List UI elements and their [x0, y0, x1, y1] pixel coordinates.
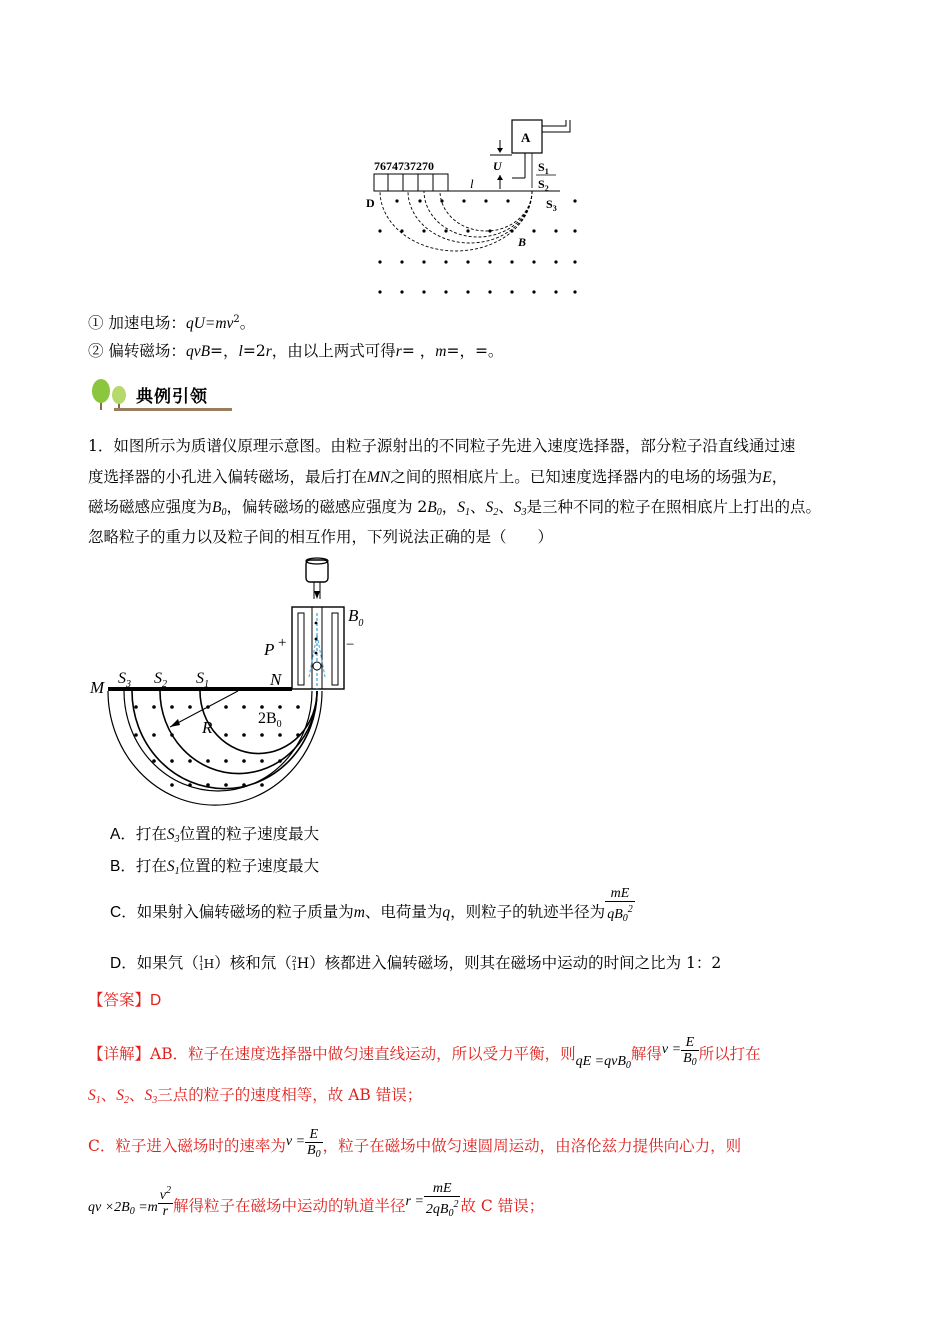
formula2-expr2: l — [238, 343, 243, 360]
answer-label: 【答案】 — [88, 991, 151, 1009]
detail-eq1-sub: 0 — [625, 1060, 631, 1071]
detail-c-eq-den: r — [162, 1204, 169, 1219]
detail-c-eq-eq: =m — [134, 1200, 158, 1215]
answer-value: D — [150, 992, 162, 1009]
q3k: 是三种不同的粒子在照相底片上打出的点。 — [526, 498, 822, 516]
detail-ab-line-1 — [88, 1034, 761, 1076]
section-banner — [88, 378, 233, 414]
detail-c-eq — [88, 1200, 158, 1215]
option-c-mid: 、电荷量为 — [364, 903, 443, 921]
formula2-text4: = ， — [401, 342, 436, 360]
detail-sep2: 、 — [129, 1086, 145, 1104]
formula1-sup: 2 — [233, 314, 240, 325]
q3j-sub: 3 — [521, 507, 527, 518]
q3d: B — [427, 499, 437, 516]
q3b-sub: 0 — [221, 507, 227, 518]
scale-labels: 7674737270 — [374, 159, 434, 173]
detail-c-r-den-sup: 2 — [453, 1199, 459, 1210]
option-d-post: ）核都进入偏转磁场，则其在磁场中运动的时间之比为 1：2 — [309, 954, 722, 972]
option-a-s: S — [166, 826, 175, 843]
banner-underline — [114, 408, 232, 411]
mass-spectrometer-diagram — [88, 555, 388, 810]
option-a[interactable] — [110, 824, 319, 850]
r-label: R — [202, 718, 213, 737]
formula2-expr4: r — [395, 343, 402, 360]
detail-c-r-lhs: r = — [405, 1194, 424, 1209]
detail-v-fraction — [681, 1035, 699, 1070]
detail-c-eq-num: v — [159, 1188, 166, 1203]
m-label: M — [90, 678, 105, 697]
detail-c-v-den-sub: 0 — [315, 1148, 321, 1160]
s3-label: $S_3$ — [546, 197, 557, 213]
detail-c-post: ，粒子在磁场中做匀速圆周运动，由洛伦兹力提供向心力，则 — [322, 1137, 742, 1155]
s1-label: $S_1$ — [196, 670, 209, 690]
formula2-expr1: qvB — [185, 343, 211, 360]
option-a-post: 位置的粒子速度最大 — [179, 825, 320, 843]
formula1-prefix: ① 加速电场： — [88, 314, 186, 332]
b-label: B — [518, 235, 527, 249]
detail-c-eq-fraction — [158, 1183, 173, 1219]
q3d-sub: 0 — [436, 507, 442, 518]
formula1-suffix: 。 — [239, 314, 256, 332]
detail-eq1 — [576, 1054, 631, 1069]
q2c: 之间的照相底片上。已知速度选择器内的电场的场强为 — [390, 468, 763, 486]
q3b: B — [212, 499, 222, 516]
s3-label: $S_3$ — [118, 670, 131, 690]
option-b-post: 位置的粒子速度最大 — [179, 857, 320, 875]
detail-c-line2-post: 故 C 错误； — [460, 1197, 545, 1215]
option-d-h1-sup: 1 — [198, 955, 204, 964]
detail-s3-sub: 3 — [152, 1095, 158, 1106]
option-c-pre: C．如果射入偏转磁场的粒子质量为 — [110, 904, 354, 921]
formula-acceleration — [88, 310, 255, 334]
minus-sign: − — [346, 637, 355, 653]
formula2-text2: =2 — [242, 342, 266, 360]
option-b-s: S — [166, 858, 175, 875]
detail-v-num: E — [681, 1035, 699, 1051]
question-line-3 — [88, 497, 821, 523]
q2d: E — [762, 469, 772, 486]
detail-ab-post: 所以打在 — [698, 1045, 761, 1063]
s1-label: $S_1$ — [538, 160, 549, 176]
detail-c-eq-num-sup: 2 — [166, 1185, 171, 1196]
detail-c-eq-lhs-sub: 0 — [129, 1206, 135, 1217]
n-label: N — [270, 670, 282, 689]
detail-c-v-lhs: v = — [285, 1134, 306, 1149]
option-c-m: m — [353, 904, 365, 921]
q3f: S — [457, 499, 466, 516]
detail-c-line2-mid: 解得粒子在磁场中运动的轨道半径 — [173, 1197, 406, 1215]
option-b[interactable] — [110, 856, 319, 882]
option-c-num: mE — [605, 886, 635, 902]
option-d[interactable] — [110, 953, 721, 974]
detail-s3: S — [144, 1087, 153, 1104]
detail-mid1: 解得 — [630, 1045, 662, 1063]
detail-ab-line-2 — [88, 1085, 422, 1111]
detail-ab-line2-post: 三点的粒子的速度相等，故 AB 错误； — [157, 1086, 423, 1104]
detail-s1-sub: 1 — [95, 1095, 101, 1106]
detail-sep1: 、 — [100, 1086, 117, 1104]
q3f-sub: 1 — [465, 507, 471, 518]
option-a-sub: 3 — [174, 834, 180, 845]
detail-c-v-num: E — [305, 1127, 323, 1143]
detail-s2-sub: 2 — [124, 1095, 130, 1106]
option-b-pre: B．打在 — [110, 858, 167, 875]
formula1-expr: qU=mv — [185, 315, 234, 332]
q3h: S — [485, 499, 494, 516]
detail-label: 【详解】 — [88, 1045, 151, 1063]
detail-v-lhs: v = — [661, 1042, 682, 1057]
question-line-4: 忽略粒子的重力以及粒子间的相互作用，下列说法正确的是（ ） — [88, 528, 554, 546]
s2-label: $S_2$ — [538, 177, 549, 193]
p-label: P — [264, 640, 275, 659]
q3g: 、 — [470, 498, 486, 516]
question-line-2 — [88, 467, 787, 488]
detail-s2: S — [116, 1087, 125, 1104]
option-c-post: ，则粒子的轨迹半径为 — [450, 903, 606, 921]
question-line-1: 1．如图所示为质谱仪原理示意图。由粒子源射出的不同粒子先进入速度选择器，部分粒子沿直线通过速 — [88, 437, 796, 455]
q3j: S — [513, 499, 522, 516]
detail-eq1-text: qE =qvB — [575, 1054, 626, 1069]
d-label: D — [366, 196, 375, 210]
option-c-den-sup: 2 — [627, 904, 633, 915]
option-d-h1-sub: 1 — [198, 963, 204, 972]
option-d-h1: H — [203, 957, 215, 971]
detail-ab-pre: AB．粒子在速度选择器中做匀速直线运动，所以受力平衡，则 — [150, 1045, 576, 1063]
s2-label: $S_2$ — [154, 670, 167, 690]
option-c-fraction — [605, 886, 635, 926]
q3e: ， — [441, 498, 458, 516]
option-b-sub: 1 — [174, 866, 180, 877]
detail-c-eq-lhs: qv ×2B — [88, 1200, 130, 1215]
q2e: ， — [771, 468, 788, 486]
option-d-h2: H — [296, 956, 310, 972]
q3h-sub: 2 — [493, 507, 499, 518]
detail-v-den-sub: 0 — [691, 1056, 697, 1068]
formula2-expr5: m — [435, 343, 447, 360]
option-d-mid: ）核和氘（ — [214, 954, 292, 972]
q3c: ，偏转磁场的磁感应强度为 2 — [226, 498, 428, 516]
formula2-prefix: ② 偏转磁场： — [88, 342, 186, 360]
detail-c-v-fraction — [305, 1127, 323, 1162]
detail-c-line-2 — [88, 1181, 545, 1222]
option-d-h2-sub: 1 — [291, 963, 297, 972]
u-label: U — [493, 159, 502, 173]
detail-v-den: B — [683, 1050, 692, 1066]
q3i: 、 — [498, 498, 514, 516]
q3a: 磁场磁感应强度为 — [88, 498, 213, 516]
detail-c-r-num: mE — [424, 1181, 461, 1197]
detail-c-r-den-sub: 0 — [448, 1208, 454, 1219]
formula-deflection — [88, 341, 503, 362]
detail-c-r-fraction — [424, 1181, 461, 1221]
detail-c-r-den: 2qB — [425, 1202, 449, 1217]
formula2-text5: =，=。 — [446, 342, 504, 360]
option-d-pre: D．如果氕（ — [110, 955, 199, 972]
q2b: MN — [367, 469, 391, 486]
mass-spectrometer-sketch — [360, 112, 590, 302]
option-c[interactable] — [110, 886, 635, 926]
option-c-den-sub: 0 — [622, 913, 628, 924]
option-d-h2-sup: 2 — [291, 955, 297, 964]
detail-c-v-den: B — [307, 1142, 316, 1158]
detail-c-line-1 — [88, 1126, 742, 1162]
formula2-text3: ，由以上两式可得 — [271, 342, 396, 360]
two-b0-label: $2B_0$ — [258, 710, 282, 730]
box-a-label: A — [521, 130, 531, 145]
option-c-den: qB — [607, 907, 623, 922]
formula2-text1: =， — [210, 342, 239, 360]
q2a: 度选择器的小孔进入偏转磁场，最后打在 — [88, 468, 368, 486]
formula2-expr3: r — [265, 343, 272, 360]
b0-label: $B_0$ — [348, 606, 364, 629]
plus-sign: + — [278, 635, 287, 651]
option-a-pre: A．打在 — [110, 826, 167, 843]
option-c-q: q — [442, 904, 451, 921]
section-title: 典例引领 — [136, 387, 208, 407]
detail-s1: S — [88, 1087, 96, 1104]
detail-c-pre: C．粒子进入磁场时的速率为 — [88, 1137, 286, 1155]
l-label: l — [470, 176, 474, 191]
answer-line — [88, 990, 161, 1011]
